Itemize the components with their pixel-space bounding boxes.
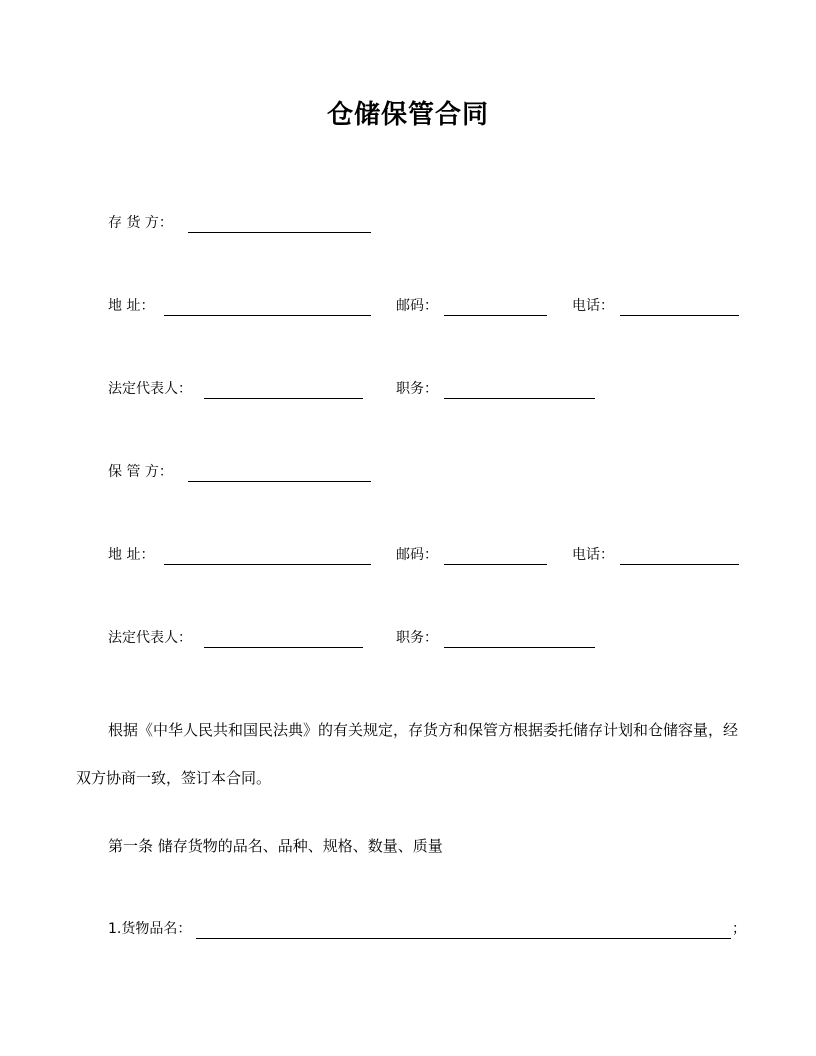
article-1-heading: 第一条 储存货物的品名、品种、规格、数量、质量: [108, 837, 443, 855]
depositor-legal-rep-label: 法定代表人：: [108, 381, 192, 397]
depositor-phone-blank[interactable]: [620, 315, 739, 316]
custodian-legal-rep-row: [0, 627, 816, 649]
depositor-legal-rep-row: [0, 378, 816, 400]
custodian-address-row: [0, 544, 816, 566]
depositor-position-label: 职务：: [396, 381, 438, 397]
custodian-name-row: [0, 461, 816, 483]
custodian-position-blank[interactable]: [444, 647, 595, 648]
depositor-postcode-blank[interactable]: [444, 315, 547, 316]
depositor-name-row: [0, 212, 816, 234]
item-1-end-mark: ；: [732, 921, 746, 937]
item-1-label: 1.货物品名：: [108, 921, 192, 937]
custodian-postcode-blank[interactable]: [444, 564, 547, 565]
depositor-address-blank[interactable]: [164, 315, 371, 316]
custodian-phone-label: 电话：: [572, 547, 614, 563]
depositor-name-blank[interactable]: [188, 232, 371, 233]
custodian-legal-rep-label: 法定代表人：: [108, 630, 192, 646]
custodian-name-label: 保 管 方：: [108, 464, 173, 480]
depositor-phone-label: 电话：: [572, 298, 614, 314]
custodian-phone-blank[interactable]: [620, 564, 739, 565]
item-1-row: [0, 918, 816, 940]
custodian-legal-rep-blank[interactable]: [204, 647, 363, 648]
depositor-address-row: [0, 295, 816, 317]
depositor-postcode-label: 邮码：: [396, 298, 438, 314]
item-1-blank[interactable]: [196, 938, 731, 939]
depositor-position-blank[interactable]: [444, 398, 595, 399]
custodian-position-label: 职务：: [396, 630, 438, 646]
document-title: 仓储保管合同: [326, 100, 489, 130]
custodian-postcode-label: 邮码：: [396, 547, 438, 563]
custodian-address-label: 地 址：: [108, 547, 155, 563]
depositor-address-label: 地 址：: [108, 298, 155, 314]
intro-paragraph: 根据《中华人民共和国民法典》的有关规定，存货方和保管方根据委托储存计划和仓储容量，经双方协商一致，签订本合同。: [76, 721, 739, 787]
custodian-address-blank[interactable]: [164, 564, 371, 565]
depositor-legal-rep-blank[interactable]: [204, 398, 363, 399]
depositor-name-label: 存 货 方：: [108, 215, 173, 231]
custodian-name-blank[interactable]: [188, 481, 371, 482]
